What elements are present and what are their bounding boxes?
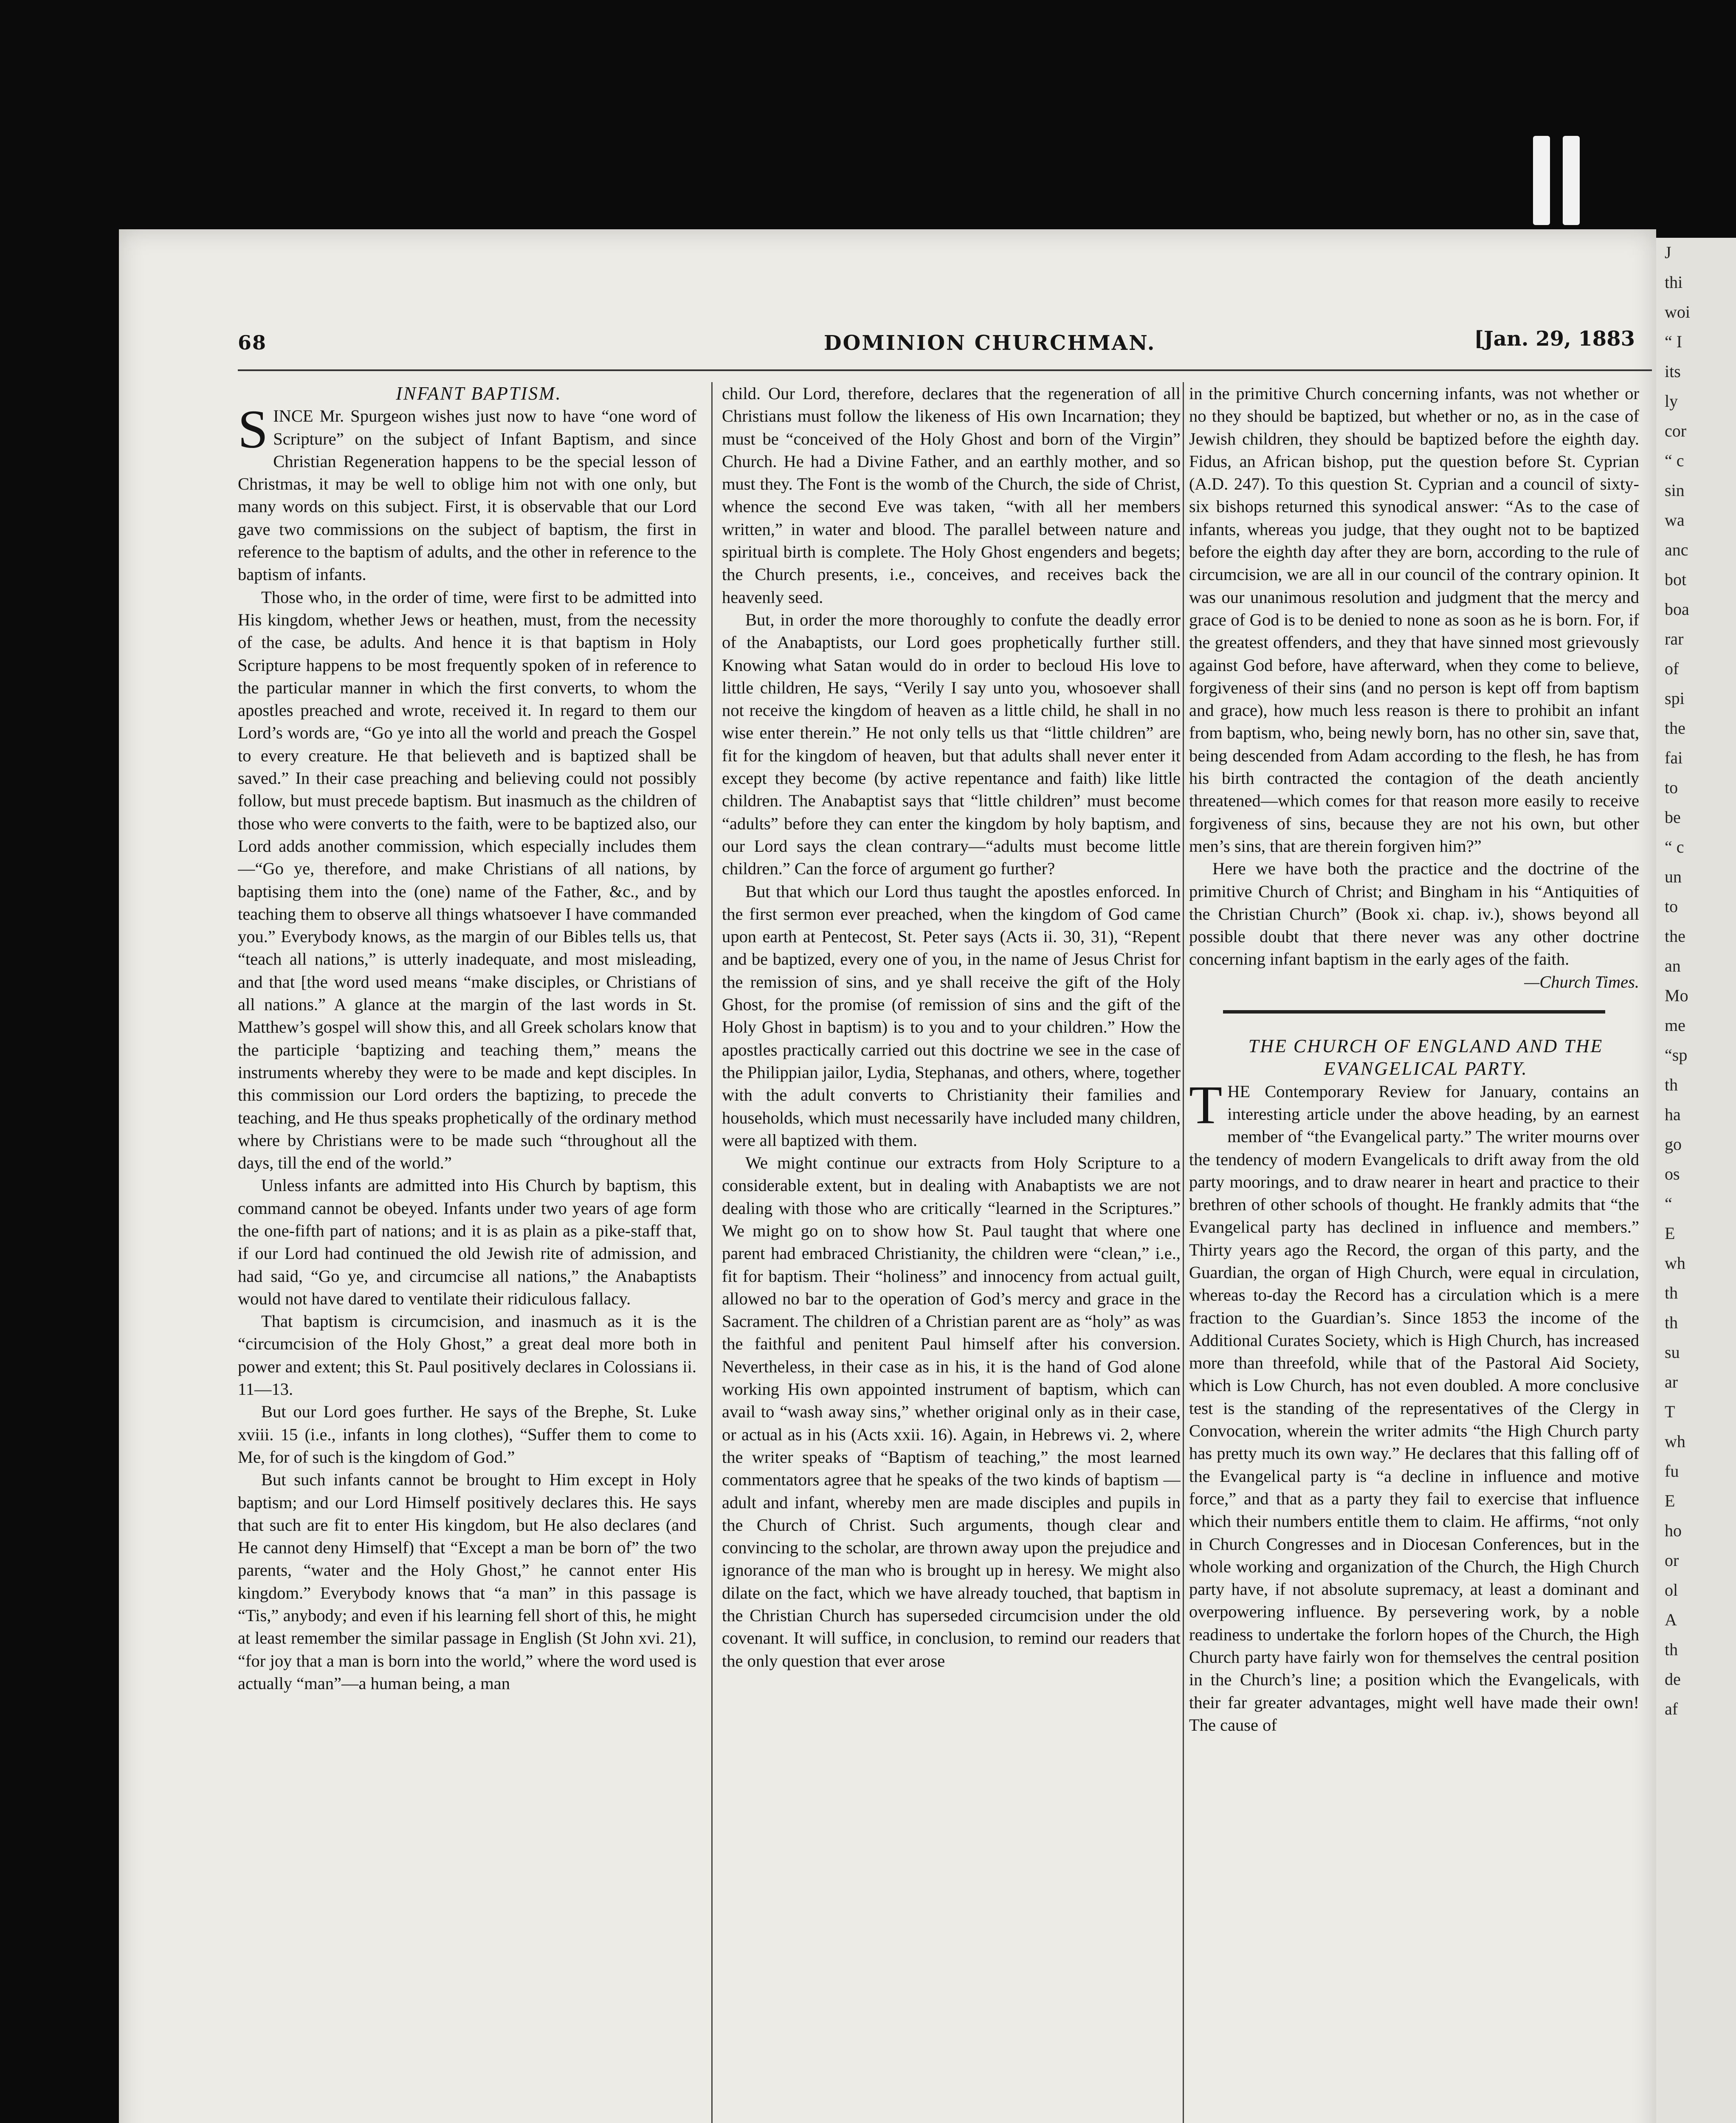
- next-page-fragment: woi: [1665, 302, 1690, 321]
- column-rule-2: [1183, 382, 1184, 2123]
- film-mark-2: [1563, 136, 1580, 225]
- paragraph: Here we have both the practice and the doctrine of the primitive Church of Christ; and Bingham in his “Antiquities of the Christian Church” (Book xi. chap. iv.), shows beyond all possible doubt that there never was any other doctrine concerning infant baptism in the early ages of the faith.: [1189, 859, 1639, 969]
- paragraph: Those who, in the order of time, were first to be admitted into His kingdom, whether Jews or heathen, must, from the necessity of the case, be adults. And hence it is that baptism in Holy Scripture happens to be most frequently spoken of in reference to the particular manner in which the first converts, to whom the apostles preached and wrote, received it. In regard to them our Lord’s words are, “Go ye into all the world and preach the Gospel to every creature. He that believeth and is baptized shall be saved.” In their case preaching and believing could not possibly follow, but must precede baptism. But inasmuch as the children of those who were converts to the faith, were to be baptized also, our Lord adds another commission, which especially includes them—“Go ye, therefore, and make Christians of all nations, by baptising them into the (one) name of the Father, &c., and by teaching them to observe all things whatsoever I have commanded you.” Everybody knows, as the margin of our Bibles tells us, that “teach all nations,” is utterly inadequate, and most misleading, and that [the word used means “make disciples, or Christians of all nations.” A glance at the margin of the last words in St. Matthew’s gospel will show this, and all Greek scholars know that the participle ‘baptizing and teaching them,” means the instruments whereby they were to be made and kept disciples. In this commission our Lord orders the baptizing, to precede the teaching, and He thus speaks prophetically of the ordinary method where by Christians were to be made such “throughout all the days, till the end of the world.”: [238, 587, 696, 1173]
- article-divider: [1223, 1010, 1605, 1014]
- next-page-fragment: or: [1665, 1551, 1679, 1570]
- next-page-fragment: to: [1665, 778, 1678, 797]
- next-page-fragment: fu: [1665, 1461, 1679, 1481]
- next-page-fragment: “sp: [1665, 1045, 1688, 1064]
- next-page-fragment: be: [1665, 808, 1681, 827]
- next-page-fragment: J: [1665, 243, 1671, 262]
- next-page-fragment: E: [1665, 1491, 1675, 1510]
- paragraph: But, in order the more thoroughly to confute the deadly error of the Anabaptists, our Lord goes prophetically further still. Knowing what Satan would do in order to becloud His love to little children, He says, “Verily I say unto you, whosoever shall not receive the kingdom of heaven as a little child, he shall in no wise enter therein.” He not only tells us that “little children” are fit for the kingdom of heaven, but that adults shall never enter it except they become (by active repentance and faith) like little children. The Anabaptist says that “little children” must become “adults” before they can enter the kingdom by holy baptism, and our Lord says the clean contrary—“adults must become little children.” Can the force of argument go further?: [722, 610, 1181, 878]
- drop-cap: T: [1189, 1074, 1223, 1135]
- next-page-fragment: “ I: [1665, 332, 1682, 351]
- next-page-fragment: boa: [1665, 600, 1689, 619]
- paragraph: But our Lord goes further. He says of the Brephe, St. Luke xviii. 15 (i.e., infants in long clothes), “Suffer them to come to Me, for of such is the kingdom of God.”: [238, 1402, 696, 1467]
- next-page-fragment: bot: [1665, 570, 1687, 589]
- next-page-fragment: anc: [1665, 540, 1688, 559]
- next-page-fragment: of: [1665, 659, 1679, 678]
- next-page-fragment: me: [1665, 1016, 1685, 1035]
- paragraph: child. Our Lord, therefore, declares that the regeneration of all Christians must follow the likeness of His own Incarnation; they must be “conceived of the Holy Ghost and born of the Virgin” Church. He had a Divine Father, and an earthly mother, and so must they. The Font is the womb of the Church, the side of Christ, whence the second Eve was taken, “with all her members written,” in water and blood. The parallel between nature and spiritual birth is complete. The Holy Ghost engenders and begets; the Church presents, i.e., conceives, and receives back the heavenly seed.: [722, 384, 1181, 607]
- paragraph: We might continue our extracts from Holy Scripture to a considerable extent, but in dealing with Anabaptists we are not dealing with those who are critically “learned in the Scriptures.” We might go on to show how St. Paul taught that where one parent had embraced Christianity, the children were “clean,” i.e., fit for baptism. Their “holiness” and innocency from actual guilt, allowed no bar to the operation of God’s mercy and grace in the Sacrament. The children of a Christian parent are as “holy” as was the faithful and penitent Paul himself after his conversion. Nevertheless, in their case as in his, it is the hand of God alone working His own appointed instrument of baptism, which can avail to “wash away sins,” whether original only as in their case, or actual as in his (Acts xxii. 16). Again, in Hebrews vi. 2, where the writer speaks of “Baptism of teaching,” the most learned commentators agree that he speaks of the two kinds of baptism —adult and infant, whereby men are made disciples and pupils in the Church of Christ. Such arguments, though clear and convincing to the scholar, are thrown away upon the prejudice and ignorance of the man who is brought up in heresy. We might also dilate on the fact, which we have already touched, that baptism in the Christian Church has superseded circumcision under the old covenant. It will suffice, in conclusion, to remind our readers that the only question that ever arose: [722, 1153, 1181, 1670]
- next-page-fragment: the: [1665, 926, 1685, 946]
- next-page-fragment: “ c: [1665, 451, 1684, 470]
- column-2: [722, 382, 1181, 2123]
- next-page-fragment: os: [1665, 1164, 1680, 1183]
- source-attribution: —Church Times.: [1524, 972, 1639, 991]
- next-page-fragment: th: [1665, 1640, 1678, 1659]
- next-page-fragment: th: [1665, 1283, 1678, 1302]
- paragraph: But that which our Lord thus taught the apostles enforced. In the first sermon ever preached, when the kingdom of God came upon earth at Pentecost, St. Peter says (Acts ii. 30, 31), “Repent and be baptized, every one of you, in the name of Jesus Christ for the remission of sins, and ye shall receive the gift of the Holy Ghost, for the promise (of remission of sins and the gift of the Holy Ghost in baptism) is to you and to your children.” How the apostles practically carried out this doctrine we see in the case of the Philippian jailor, Lydia, Stephanas, and others, where, together with the adult converts to Christianity their families and households, which must necessarily have included many children, were all baptized with them.: [722, 881, 1181, 1150]
- film-mark-1: [1533, 136, 1550, 225]
- paragraph-text: INCE Mr. Spurgeon wishes just now to have “one word of Scripture” on the subject of Infant Baptism, and since Christian Regeneration happens to be the special lesson of Christmas, it may be well to oblige him not with one only, but many words on this subject. First, it is observable that our Lord gave two commissions on the subject of baptism, the first in reference to the baptism of adults, and the other in reference to the baptism of infants.: [238, 406, 696, 584]
- next-page-fragment: ha: [1665, 1105, 1681, 1124]
- article-title-infant-baptism: INFANT BAPTISM.: [396, 383, 562, 404]
- next-page-fragments: [1656, 238, 1736, 1724]
- article-title-church-of-england: THE CHURCH OF ENGLAND AND THE: [1248, 1036, 1604, 1057]
- next-page-fragment: “: [1665, 1194, 1672, 1213]
- next-page-fragment: wh: [1665, 1253, 1685, 1273]
- paragraph: But such infants cannot be brought to Him except in Holy baptism; and our Lord Himself positively declares this. He says that such are fit to enter His kingdom, but He also declares (and He cannot deny Himself) that “Except a man be born of” the two parents, “water and the Holy Ghost,” he cannot enter His kingdom.” Everybody knows that “a man” in this passage is “Tis,” anybody; and even if his learning fell short of this, he might at least remember the similar passage in English (St John xvi. 21), “for joy that a man is born into the world,” where the word used is actually “man”—a human being, a man: [238, 1470, 696, 1693]
- next-page-fragment: the: [1665, 718, 1685, 738]
- paragraph: [1189, 1074, 1639, 1737]
- column-1: [238, 382, 696, 2123]
- next-page-fragment: ol: [1665, 1580, 1678, 1599]
- next-page-edge: [1656, 238, 1736, 2123]
- paragraph: That baptism is circumcision, and inasmuch as it is the “circumcision of the Holy Ghost,” a great deal more both in power and extent; this St. Paul positively declares in Colossians ii. 11—13.: [238, 1312, 696, 1399]
- next-page-fragment: un: [1665, 867, 1682, 886]
- next-page-fragment: rar: [1665, 629, 1684, 648]
- next-page-fragment: fai: [1665, 748, 1683, 767]
- next-page-fragment: A: [1665, 1610, 1677, 1629]
- paragraph: Unless infants are admitted into His Church by baptism, this command cannot be obeyed. Infants under two years of age form the one-fifth part of nations; and it is as plain as a pike-staff that, if our Lord had continued the old Jewish rite of admission, and had said, “Go ye, and circumcise all nations,” the Anabaptists would not have dared to ventilate their ridiculous fallacy.: [238, 1176, 696, 1308]
- next-page-fragment: su: [1665, 1343, 1680, 1362]
- next-page-fragment: go: [1665, 1135, 1682, 1154]
- paragraph-text: HE Contemporary Review for January, contains an interesting article under the above heading, by an earnest member of “the Evangelical party.” The writer mourns over the tendency of modern Evangelicals to drift away from the old party moorings, and to draw nearer in heart and practice to their brethren of other schools of thought. He frankly admits that “the Evangelical party has declined in influence and members.” Thirty years ago the Record, the organ of this party, and the Guardian, the organ of High Church, were equal in circulation, whereas to-day the Record has a circulation which is a mere fraction to the Guardian’s. Since 1853 the income of the Additional Curates Society, which is High Church, has increased more than threefold, while that of the Pastoral Aid Society, which is Low Church, has not even doubled. A more conclusive test is the standing of the representatives of the Clergy in Convocation, wherein the writer admits “the High Church party has pretty much its own way.” He declares that this falling off of the Evangelical party is “a decline in influence and motive force,” and that as a party they fail to exercise that influence which their numbers entitle them to claim. He affirms, “not only in Church Congresses and in Diocesan Conferences, but in the whole working and organization of the Church, the High Church party have, if not absolute supremacy, at least a dominant and overpowering influence. By persevering work, by a noble readiness to undertake the forlorn hopes of the Church, the High Church party have fairly won for themselves the central position in the Church’s line; a position which the Evangelicals, with their far greater advantages, might well have made their own! The cause of: [1189, 1081, 1639, 1734]
- paragraph: in the primitive Church concerning infants, was not whether or no they should be baptized, but whether or no, as in the case of Jewish children, they should be baptized before the eighth day. Fidus, an African bishop, put the question before St. Cyprian (A.D. 247). To this question St. Cyprian and a council of sixty-six bishops returned this synodical answer: “As to the case of infants, whereas you judge, that they ought not to be baptized before the eighth day after they are born, according to the rule of circumcision, we are all in our council of the contrary opinion. It was our unanimous resolution and judgment that the mercy and grace of God is to be denied to none as soon as he is born. For, if the greatest offenders, and they that have sinned most grievously against God before, have afterward, when they come to believe, forgiveness of their sins (and no person is kept off from baptism and grace), how much less reason is there to prohibit an infant from baptism, who, being newly born, has no other sin, save that, being descended from Adam according to the flesh, he has from his birth contracted the contagion of the death anciently threatened—which comes for that reason more easily to receive forgiveness of sins, because they are not his own, but other men’s sins, that are therein forgiven him?”: [1189, 384, 1639, 856]
- next-page-fragment: af: [1665, 1699, 1678, 1718]
- column-rule-1: [711, 382, 713, 2123]
- next-page-fragment: th: [1665, 1075, 1678, 1094]
- header-rule: [238, 369, 1652, 371]
- next-page-fragment: ar: [1665, 1372, 1678, 1391]
- next-page-fragment: its: [1665, 362, 1681, 381]
- paragraph: [238, 399, 696, 586]
- next-page-fragment: ho: [1665, 1521, 1682, 1540]
- next-page-fragment: th: [1665, 1313, 1678, 1332]
- next-page-fragment: spi: [1665, 689, 1685, 708]
- masthead: DOMINION CHURCHMAN.: [824, 331, 1156, 355]
- issue-date: [Jan. 29, 1883: [1474, 327, 1635, 351]
- next-page-fragment: E: [1665, 1224, 1675, 1243]
- next-page-fragment: ly: [1665, 391, 1678, 411]
- next-page-fragment: thi: [1665, 273, 1683, 292]
- next-page-fragment: de: [1665, 1670, 1681, 1689]
- page-number: 68: [238, 331, 267, 354]
- next-page-fragment: “ c: [1665, 837, 1684, 856]
- next-page-fragment: wa: [1665, 510, 1685, 529]
- next-page-fragment: wh: [1665, 1432, 1685, 1451]
- article-subtitle-evangelical-party: EVANGELICAL PARTY.: [1324, 1058, 1528, 1079]
- next-page-fragment: cor: [1665, 421, 1687, 440]
- page-header: [238, 327, 1652, 365]
- next-page-fragment: T: [1665, 1402, 1675, 1421]
- next-page-fragment: Mo: [1665, 986, 1688, 1005]
- column-3: [1189, 382, 1639, 2123]
- next-page-fragment: sin: [1665, 481, 1685, 500]
- next-page-fragment: to: [1665, 897, 1678, 916]
- next-page-fragment: an: [1665, 956, 1681, 975]
- drop-cap: S: [238, 399, 268, 460]
